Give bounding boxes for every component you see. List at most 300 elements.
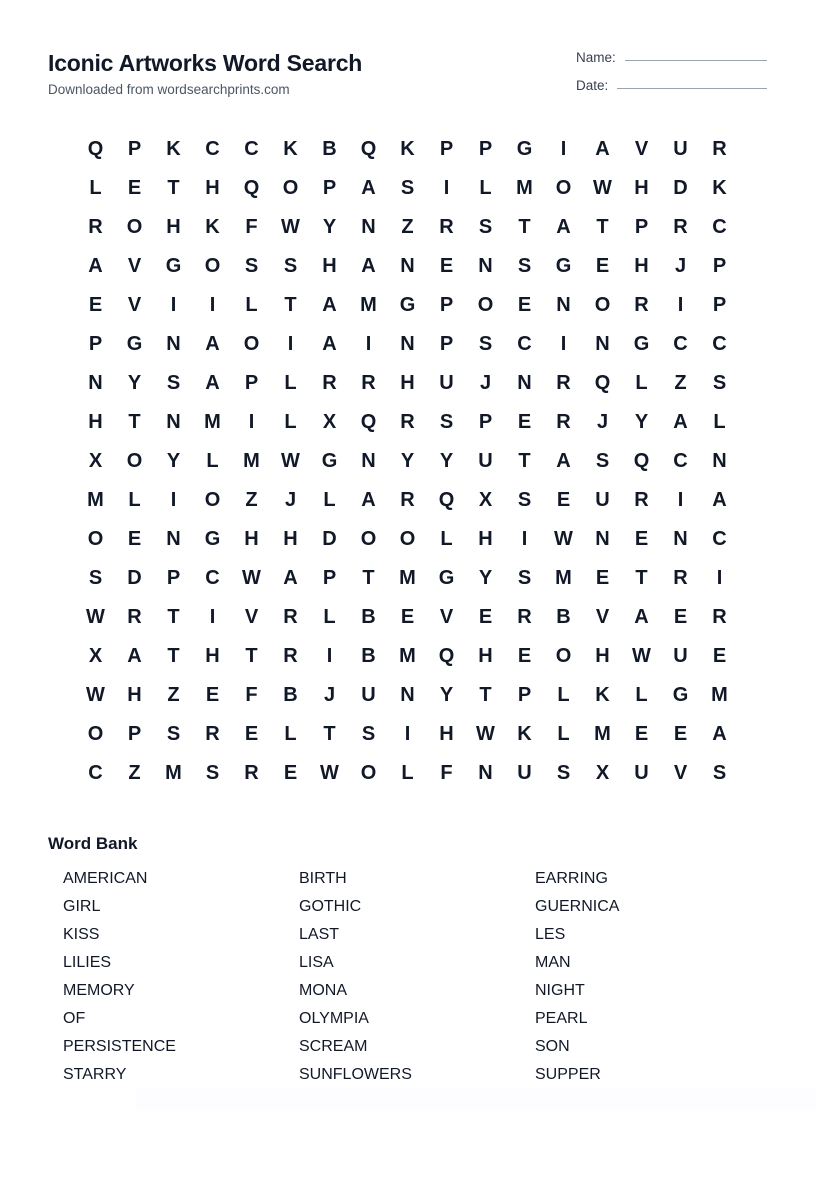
grid-letter: E bbox=[88, 294, 103, 316]
grid-letter: Q bbox=[360, 138, 377, 160]
grid-letter: J bbox=[323, 684, 336, 706]
grid-letter: T bbox=[479, 684, 492, 706]
grid-letter: Z bbox=[401, 216, 414, 238]
word-bank-item: SON bbox=[535, 1038, 570, 1055]
grid-letter: E bbox=[517, 294, 532, 316]
grid-letter: I bbox=[521, 528, 528, 550]
grid-letter: S bbox=[439, 411, 454, 433]
grid-letter: S bbox=[244, 255, 259, 277]
grid-letter: C bbox=[673, 450, 688, 472]
grid-letter: H bbox=[322, 255, 337, 277]
word-bank-item: SCREAM bbox=[299, 1038, 368, 1055]
grid-letter: S bbox=[166, 723, 181, 745]
grid-letter: E bbox=[712, 645, 727, 667]
grid-letter: Y bbox=[634, 411, 649, 433]
grid-letter: L bbox=[206, 450, 219, 472]
grid-letter: A bbox=[361, 255, 376, 277]
grid-letter: B bbox=[322, 138, 337, 160]
grid-letter: O bbox=[555, 177, 572, 199]
grid-letter: Q bbox=[87, 138, 104, 160]
grid-letter: P bbox=[634, 216, 649, 238]
grid-letter: Y bbox=[322, 216, 337, 238]
grid-letter: O bbox=[204, 489, 221, 511]
word-bank-item: LAST bbox=[299, 926, 340, 943]
grid-letter: Y bbox=[400, 450, 415, 472]
word-bank-item: NIGHT bbox=[535, 982, 585, 999]
grid-letter: E bbox=[634, 723, 649, 745]
grid-letter: P bbox=[478, 411, 493, 433]
grid-letter: L bbox=[557, 723, 570, 745]
grid-letter: T bbox=[596, 216, 609, 238]
grid-letter: H bbox=[478, 528, 493, 550]
grid-letter: S bbox=[478, 333, 493, 355]
grid-letter: M bbox=[165, 762, 182, 784]
word-bank-item: LES bbox=[535, 926, 566, 943]
letter-grid bbox=[76, 130, 739, 793]
grid-letter: C bbox=[517, 333, 532, 355]
grid-letter: C bbox=[712, 216, 727, 238]
grid-letter: G bbox=[555, 255, 572, 277]
grid-letter: P bbox=[127, 138, 142, 160]
grid-letter: U bbox=[361, 684, 376, 706]
grid-letter: R bbox=[673, 567, 688, 589]
grid-letter: E bbox=[673, 606, 688, 628]
grid-letter: Q bbox=[594, 372, 611, 394]
grid-letter: S bbox=[712, 762, 727, 784]
grid-letter: Z bbox=[245, 489, 258, 511]
word-bank-item: BIRTH bbox=[299, 870, 347, 887]
grid-letter: O bbox=[477, 294, 494, 316]
grid-letter: X bbox=[322, 411, 337, 433]
grid-letter: P bbox=[517, 684, 532, 706]
grid-letter: O bbox=[555, 645, 572, 667]
grid-letter: G bbox=[165, 255, 182, 277]
grid-letter: U bbox=[673, 645, 688, 667]
grid-letter: T bbox=[245, 645, 258, 667]
name-write-line bbox=[625, 59, 767, 61]
grid-letter: M bbox=[399, 567, 416, 589]
grid-letter: E bbox=[127, 528, 142, 550]
grid-letter: F bbox=[245, 684, 258, 706]
grid-letter: X bbox=[88, 645, 103, 667]
grid-letter: N bbox=[166, 333, 181, 355]
grid-letter: G bbox=[633, 333, 650, 355]
grid-letter: S bbox=[166, 372, 181, 394]
grid-letter: I bbox=[365, 333, 372, 355]
grid-letter: Y bbox=[478, 567, 493, 589]
grid-letter: E bbox=[400, 606, 415, 628]
grid-letter: N bbox=[595, 528, 610, 550]
word-bank-item: STARRY bbox=[63, 1066, 127, 1083]
grid-letter: L bbox=[128, 489, 141, 511]
grid-letter: D bbox=[127, 567, 142, 589]
grid-letter: U bbox=[634, 762, 649, 784]
grid-letter: W bbox=[593, 177, 612, 199]
grid-letter: H bbox=[634, 177, 649, 199]
word-bank-item: MONA bbox=[299, 982, 347, 999]
grid-letter: I bbox=[170, 489, 177, 511]
grid-letter: H bbox=[205, 177, 220, 199]
date-write-line bbox=[617, 87, 767, 89]
grid-letter: N bbox=[556, 294, 571, 316]
grid-letter: N bbox=[673, 528, 688, 550]
grid-letter: P bbox=[322, 567, 337, 589]
grid-letter: G bbox=[399, 294, 416, 316]
grid-letter: V bbox=[244, 606, 259, 628]
grid-letter: H bbox=[283, 528, 298, 550]
grid-letter: C bbox=[712, 528, 727, 550]
date-field bbox=[576, 78, 767, 93]
grid-letter: W bbox=[320, 762, 339, 784]
grid-letter: R bbox=[127, 606, 142, 628]
grid-letter: O bbox=[360, 528, 377, 550]
grid-letter: R bbox=[283, 606, 298, 628]
grid-letter: K bbox=[517, 723, 532, 745]
grid-letter: A bbox=[205, 333, 220, 355]
grid-letter: E bbox=[244, 723, 259, 745]
grid-letter: F bbox=[245, 216, 258, 238]
grid-letter: D bbox=[673, 177, 688, 199]
grid-letter: W bbox=[476, 723, 495, 745]
grid-letter: W bbox=[281, 450, 300, 472]
grid-letter: A bbox=[556, 450, 571, 472]
word-bank-item: MEMORY bbox=[63, 982, 135, 999]
word-bank-item: AMERICAN bbox=[63, 870, 148, 887]
source-subtitle: Downloaded from wordsearchprints.com bbox=[48, 82, 290, 97]
grid-letter: W bbox=[86, 606, 105, 628]
grid-letter: W bbox=[281, 216, 300, 238]
grid-letter: O bbox=[594, 294, 611, 316]
grid-letter: O bbox=[126, 450, 143, 472]
grid-letter: N bbox=[517, 372, 532, 394]
grid-letter: A bbox=[283, 567, 298, 589]
grid-letter: N bbox=[478, 762, 493, 784]
grid-letter: H bbox=[439, 723, 454, 745]
grid-letter: N bbox=[400, 255, 415, 277]
grid-letter: R bbox=[439, 216, 454, 238]
grid-letter: Y bbox=[166, 450, 181, 472]
grid-letter: L bbox=[479, 177, 492, 199]
grid-letter: G bbox=[204, 528, 221, 550]
word-bank-item: PERSISTENCE bbox=[63, 1038, 176, 1055]
grid-letter: P bbox=[439, 294, 454, 316]
grid-letter: N bbox=[400, 684, 415, 706]
grid-letter: E bbox=[478, 606, 493, 628]
grid-letter: T bbox=[128, 411, 141, 433]
grid-letter: T bbox=[518, 216, 531, 238]
grid-letter: M bbox=[555, 567, 572, 589]
grid-letter: P bbox=[244, 372, 259, 394]
grid-letter: T bbox=[518, 450, 531, 472]
grid-letter: W bbox=[86, 684, 105, 706]
word-bank-item: PEARL bbox=[535, 1010, 588, 1027]
word-bank bbox=[63, 866, 783, 1090]
grid-letter: O bbox=[243, 333, 260, 355]
grid-letter: Q bbox=[243, 177, 260, 199]
grid-letter: C bbox=[712, 333, 727, 355]
grid-letter: O bbox=[204, 255, 221, 277]
grid-letter: E bbox=[595, 255, 610, 277]
grid-letter: K bbox=[712, 177, 727, 199]
grid-letter: N bbox=[166, 528, 181, 550]
grid-letter: M bbox=[87, 489, 104, 511]
grid-letter: V bbox=[127, 255, 142, 277]
grid-letter: I bbox=[287, 333, 294, 355]
grid-letter: Z bbox=[674, 372, 687, 394]
grid-letter: E bbox=[283, 762, 298, 784]
grid-letter: G bbox=[516, 138, 533, 160]
grid-letter: J bbox=[284, 489, 297, 511]
grid-letter: R bbox=[244, 762, 259, 784]
grid-letter: R bbox=[712, 606, 727, 628]
grid-letter: B bbox=[556, 606, 571, 628]
grid-letter: Q bbox=[438, 489, 455, 511]
grid-letter: E bbox=[205, 684, 220, 706]
grid-letter: Y bbox=[439, 450, 454, 472]
grid-letter: A bbox=[634, 606, 649, 628]
grid-letter: I bbox=[443, 177, 450, 199]
grid-letter: C bbox=[88, 762, 103, 784]
grid-letter: S bbox=[478, 216, 493, 238]
grid-letter: Y bbox=[127, 372, 142, 394]
word-bank-item: OF bbox=[63, 1010, 86, 1027]
grid-letter: S bbox=[517, 255, 532, 277]
grid-letter: N bbox=[166, 411, 181, 433]
grid-letter: L bbox=[284, 411, 297, 433]
grid-letter: L bbox=[635, 684, 648, 706]
grid-letter: K bbox=[595, 684, 610, 706]
grid-letter: O bbox=[87, 723, 104, 745]
grid-letter: N bbox=[88, 372, 103, 394]
grid-letter: R bbox=[712, 138, 727, 160]
grid-letter: U bbox=[439, 372, 454, 394]
grid-letter: W bbox=[242, 567, 261, 589]
word-bank-item: GIRL bbox=[63, 898, 101, 915]
grid-letter: L bbox=[557, 684, 570, 706]
grid-letter: H bbox=[478, 645, 493, 667]
grid-letter: F bbox=[440, 762, 453, 784]
grid-letter: M bbox=[711, 684, 728, 706]
grid-letter: K bbox=[205, 216, 220, 238]
grid-letter: P bbox=[322, 177, 337, 199]
grid-letter: A bbox=[127, 645, 142, 667]
grid-letter: C bbox=[673, 333, 688, 355]
word-bank-item: KISS bbox=[63, 926, 100, 943]
grid-letter: O bbox=[126, 216, 143, 238]
grid-letter: K bbox=[283, 138, 298, 160]
grid-letter: J bbox=[674, 255, 687, 277]
grid-letter: O bbox=[360, 762, 377, 784]
grid-letter: O bbox=[399, 528, 416, 550]
grid-letter: E bbox=[517, 411, 532, 433]
name-field bbox=[576, 50, 767, 65]
grid-letter: N bbox=[595, 333, 610, 355]
grid-letter: Q bbox=[360, 411, 377, 433]
grid-letter: B bbox=[361, 606, 376, 628]
grid-letter: Y bbox=[439, 684, 454, 706]
grid-letter: J bbox=[479, 372, 492, 394]
grid-letter: L bbox=[401, 762, 414, 784]
date-label: Date: bbox=[576, 78, 609, 93]
grid-letter: P bbox=[478, 138, 493, 160]
grid-letter: E bbox=[673, 723, 688, 745]
grid-letter: I bbox=[677, 294, 684, 316]
grid-letter: M bbox=[360, 294, 377, 316]
grid-letter: X bbox=[595, 762, 610, 784]
grid-letter: H bbox=[595, 645, 610, 667]
grid-letter: N bbox=[712, 450, 727, 472]
grid-letter: S bbox=[712, 372, 727, 394]
grid-letter: W bbox=[554, 528, 573, 550]
grid-letter: I bbox=[716, 567, 723, 589]
grid-letter: I bbox=[209, 294, 216, 316]
grid-letter: G bbox=[321, 450, 338, 472]
grid-letter: V bbox=[439, 606, 454, 628]
grid-letter: A bbox=[712, 489, 727, 511]
grid-letter: C bbox=[205, 138, 220, 160]
grid-letter: S bbox=[517, 567, 532, 589]
grid-letter: N bbox=[361, 450, 376, 472]
word-bank-item: SUNFLOWERS bbox=[299, 1066, 412, 1083]
word-bank-item: SUPPER bbox=[535, 1066, 601, 1083]
grid-letter: I bbox=[209, 606, 216, 628]
grid-letter: O bbox=[282, 177, 299, 199]
grid-letter: R bbox=[322, 372, 337, 394]
grid-letter: G bbox=[438, 567, 455, 589]
grid-letter: A bbox=[556, 216, 571, 238]
grid-letter: G bbox=[672, 684, 689, 706]
grid-letter: L bbox=[284, 372, 297, 394]
grid-letter: N bbox=[361, 216, 376, 238]
grid-letter: E bbox=[556, 489, 571, 511]
grid-letter: S bbox=[283, 255, 298, 277]
grid-letter: M bbox=[399, 645, 416, 667]
grid-letter: B bbox=[283, 684, 298, 706]
grid-letter: R bbox=[361, 372, 376, 394]
grid-letter: K bbox=[400, 138, 415, 160]
grid-letter: U bbox=[595, 489, 610, 511]
grid-letter: T bbox=[284, 294, 297, 316]
grid-letter: X bbox=[478, 489, 493, 511]
grid-letter: V bbox=[595, 606, 610, 628]
page-title: Iconic Artworks Word Search bbox=[48, 50, 363, 76]
grid-letter: S bbox=[88, 567, 103, 589]
word-bank-heading: Word Bank bbox=[48, 834, 138, 853]
grid-letter: G bbox=[126, 333, 143, 355]
grid-letter: L bbox=[323, 606, 336, 628]
grid-letter: R bbox=[673, 216, 688, 238]
grid-letter: H bbox=[166, 216, 181, 238]
grid-letter: E bbox=[517, 645, 532, 667]
grid-letter: L bbox=[89, 177, 102, 199]
grid-letter: I bbox=[560, 138, 567, 160]
word-bank-item: OLYMPIA bbox=[299, 1010, 369, 1027]
grid-letter: A bbox=[322, 294, 337, 316]
footer-band bbox=[136, 1088, 816, 1111]
word-bank-item: LISA bbox=[299, 954, 334, 971]
grid-letter: A bbox=[673, 411, 688, 433]
grid-letter: I bbox=[248, 411, 255, 433]
grid-letter: R bbox=[634, 294, 649, 316]
grid-letter: P bbox=[439, 333, 454, 355]
grid-letter: R bbox=[400, 489, 415, 511]
grid-letter: M bbox=[243, 450, 260, 472]
grid-letter: U bbox=[517, 762, 532, 784]
grid-letter: Z bbox=[128, 762, 141, 784]
grid-letter: L bbox=[323, 489, 336, 511]
grid-letter: L bbox=[713, 411, 726, 433]
grid-letter: T bbox=[167, 606, 180, 628]
grid-letter: P bbox=[127, 723, 142, 745]
grid-letter: H bbox=[127, 684, 142, 706]
grid-letter: P bbox=[166, 567, 181, 589]
grid-letter: H bbox=[205, 645, 220, 667]
grid-letter: S bbox=[205, 762, 220, 784]
grid-letter: E bbox=[634, 528, 649, 550]
grid-letter: A bbox=[595, 138, 610, 160]
word-bank-item: GOTHIC bbox=[299, 898, 362, 915]
grid-letter: L bbox=[440, 528, 453, 550]
grid-letter: R bbox=[400, 411, 415, 433]
grid-letter: M bbox=[204, 411, 221, 433]
grid-letter: K bbox=[166, 138, 181, 160]
grid-letter: W bbox=[632, 645, 651, 667]
grid-letter: T bbox=[362, 567, 375, 589]
grid-letter: T bbox=[323, 723, 336, 745]
grid-letter: I bbox=[170, 294, 177, 316]
grid-letter: P bbox=[439, 138, 454, 160]
grid-letter: I bbox=[677, 489, 684, 511]
grid-letter: U bbox=[673, 138, 688, 160]
grid-letter: E bbox=[439, 255, 454, 277]
word-bank-item: LILIES bbox=[63, 954, 112, 971]
grid-letter: A bbox=[712, 723, 727, 745]
grid-letter: M bbox=[594, 723, 611, 745]
grid-letter: V bbox=[673, 762, 688, 784]
grid-letter: S bbox=[556, 762, 571, 784]
grid-letter: C bbox=[205, 567, 220, 589]
grid-letter: H bbox=[88, 411, 103, 433]
grid-letter: T bbox=[635, 567, 648, 589]
grid-letter: E bbox=[127, 177, 142, 199]
grid-letter: P bbox=[712, 255, 727, 277]
grid-letter: T bbox=[167, 645, 180, 667]
word-bank-item: MAN bbox=[535, 954, 571, 971]
word-bank-item: EARRING bbox=[535, 870, 608, 887]
grid-letter: A bbox=[361, 489, 376, 511]
grid-letter: I bbox=[560, 333, 567, 355]
grid-letter: S bbox=[595, 450, 610, 472]
grid-letter: O bbox=[87, 528, 104, 550]
grid-letter: T bbox=[167, 177, 180, 199]
grid-letter: V bbox=[634, 138, 649, 160]
grid-letter: H bbox=[400, 372, 415, 394]
grid-letter: D bbox=[322, 528, 337, 550]
word-bank-item: GUERNICA bbox=[535, 898, 620, 915]
grid-letter: R bbox=[517, 606, 532, 628]
grid-letter: R bbox=[205, 723, 220, 745]
grid-letter: Z bbox=[167, 684, 180, 706]
grid-letter: J bbox=[596, 411, 609, 433]
grid-letter: A bbox=[361, 177, 376, 199]
grid-letter: S bbox=[400, 177, 415, 199]
grid-letter: A bbox=[322, 333, 337, 355]
grid-letter: M bbox=[516, 177, 533, 199]
grid-letter: I bbox=[404, 723, 411, 745]
grid-letter: U bbox=[478, 450, 493, 472]
grid-letter: A bbox=[205, 372, 220, 394]
grid-letter: E bbox=[595, 567, 610, 589]
